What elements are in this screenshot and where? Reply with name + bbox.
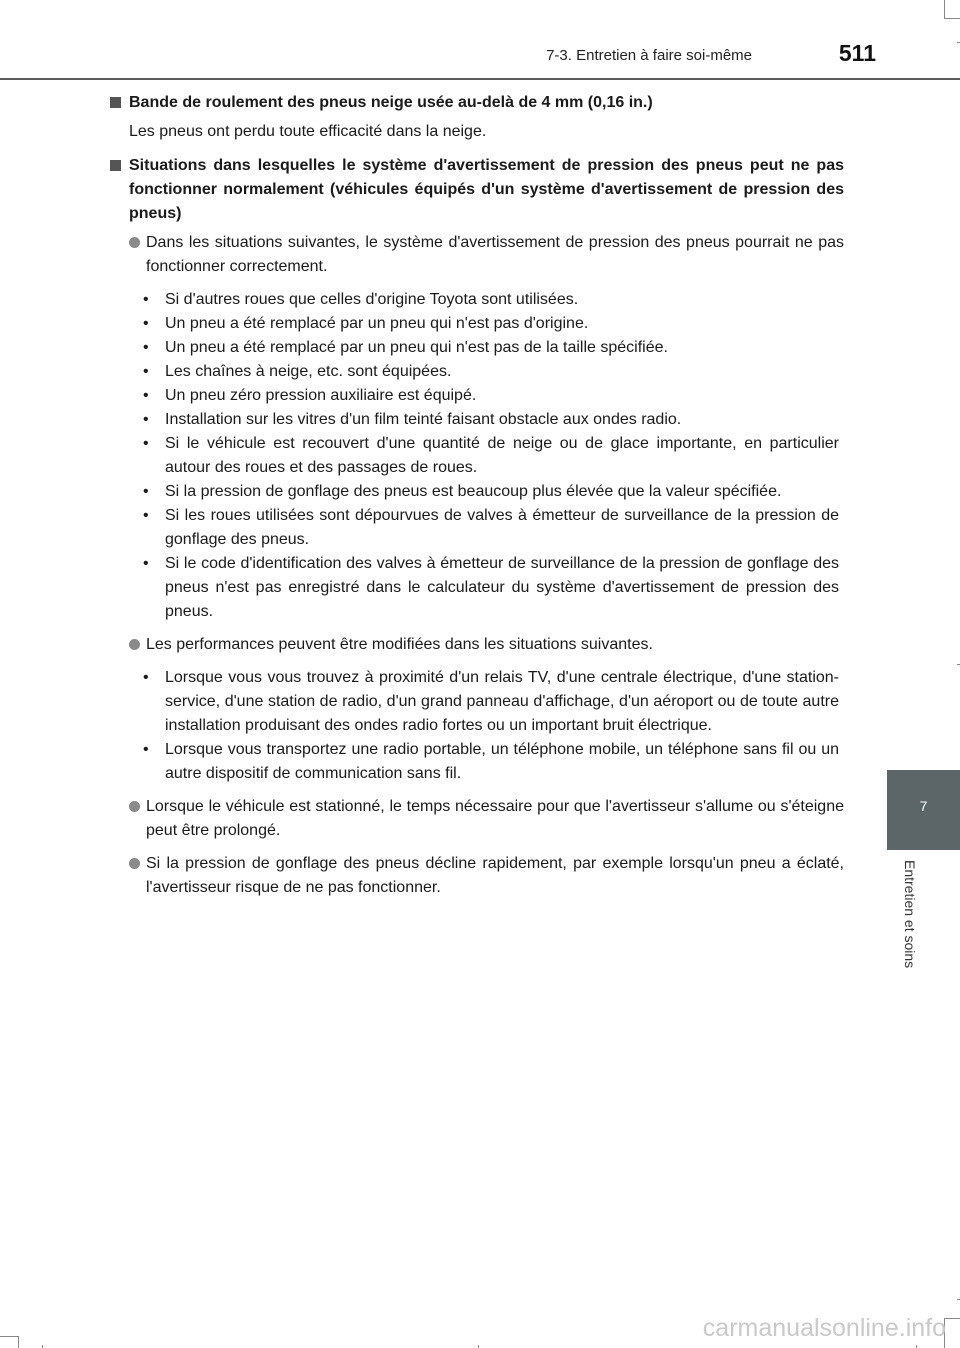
page-number: 511: [838, 40, 876, 66]
crop-mark: [0, 1336, 18, 1337]
section-heading-text: Bande de roulement des pneus neige usée au-delà de 4 mm (0,16 in.): [129, 94, 653, 111]
header-section-title: 7-3. Entretien à faire soi-même: [546, 47, 752, 64]
list-item-text: Les performances peuvent être modifiées dans les situations suivantes.: [146, 636, 653, 653]
bullet-item: • Les chaînes à neige, etc. sont équipées.: [143, 363, 452, 380]
list-item-text: Dans les situations suivantes, le système d'avertissement de pression des pneus pourrait ne pas fonctionner correctement.: [146, 234, 844, 275]
bullet-list: [110, 666, 844, 786]
bullet-item: • Installation sur les vitres d'un film teinté faisant obstacle aux ondes radio.: [143, 411, 682, 428]
page-content: [110, 91, 844, 909]
bullet-item: • Un pneu a été remplacé par un pneu qui n'est pas d'origine.: [143, 315, 589, 332]
circle-bullet-icon: [129, 237, 140, 248]
list-item: [110, 852, 844, 900]
crop-mark: [944, 0, 945, 18]
bullet-item: • Un pneu a été remplacé par un pneu qui n'est pas de la taille spécifiée.: [143, 339, 668, 356]
section-heading-text: Situations dans lesquelles le système d'avertissement de pression des pneus peut ne pas fonctionner normalement (véhicules équipés d'un système d'avertissement de pression des pneus): [129, 157, 844, 222]
bullet-item: • Lorsque vous vous trouvez à proximité d'un relais TV, d'une centrale électrique, d'une station-service, d'une station de radio, d'un grand panneau d'affichage, d'un aéroport ou de toute autre installation produisant des ondes radio fortes ou un important bruit électrique.: [143, 669, 839, 734]
crop-mark: [944, 18, 960, 19]
watermark: carmanualsonline.info: [702, 1314, 946, 1342]
crop-mark: [18, 1336, 19, 1348]
chapter-tab[interactable]: 7: [887, 770, 960, 850]
list-item: [110, 795, 844, 843]
bullet-list: [110, 288, 844, 624]
square-bullet-icon: [110, 160, 121, 171]
section-heading-tpws: [110, 154, 844, 226]
header-divider: [0, 78, 960, 80]
circle-bullet-icon: [129, 639, 140, 650]
list-item-text: Si la pression de gonflage des pneus décline rapidement, par exemple lorsqu'un pneu a éclaté, l'avertisseur risque de ne pas fonctionner.: [146, 855, 844, 896]
bullet-item: • Si le véhicule est recouvert d'une quantité de neige ou de glace importante, en particulier autour des roues et des passages de roues.: [143, 435, 839, 476]
section-heading-snow-tires: [110, 91, 844, 115]
bullet-item: • Si la pression de gonflage des pneus est beaucoup plus élevée que la valeur spécifiée.: [143, 483, 782, 500]
circle-bullet-icon: [129, 801, 140, 812]
circle-bullet-icon: [129, 858, 140, 869]
bullet-item: • Lorsque vous transportez une radio portable, un téléphone mobile, un téléphone sans fil ou un autre dispositif de communication sans fil.: [143, 741, 839, 782]
list-item: [110, 633, 844, 657]
crop-mark: [944, 1318, 960, 1319]
list-item-text: Lorsque le véhicule est stationné, le temps nécessaire pour que l'avertisseur s'allume ou s'éteigne peut être prolongé.: [146, 798, 844, 839]
chapter-label: Entretien et soins: [902, 860, 918, 969]
bullet-item: • Un pneu zéro pression auxiliaire est équipé.: [143, 387, 477, 404]
list-item: [110, 231, 844, 279]
bullet-item: • Si d'autres roues que celles d'origine Toyota sont utilisées.: [143, 291, 579, 308]
square-bullet-icon: [110, 97, 121, 108]
bullet-item: • Si le code d'identification des valves à émetteur de surveillance de la pression de gonflage des pneus n'est pas enregistré dans le calculateur du système d'avertissement de pression des pneus.: [143, 555, 839, 620]
section-text: Les pneus ont perdu toute efficacité dans la neige.: [129, 123, 487, 140]
bullet-item: • Si les roues utilisées sont dépourvues de valves à émetteur de surveillance de la pression de gonflage des pneus.: [143, 507, 839, 548]
